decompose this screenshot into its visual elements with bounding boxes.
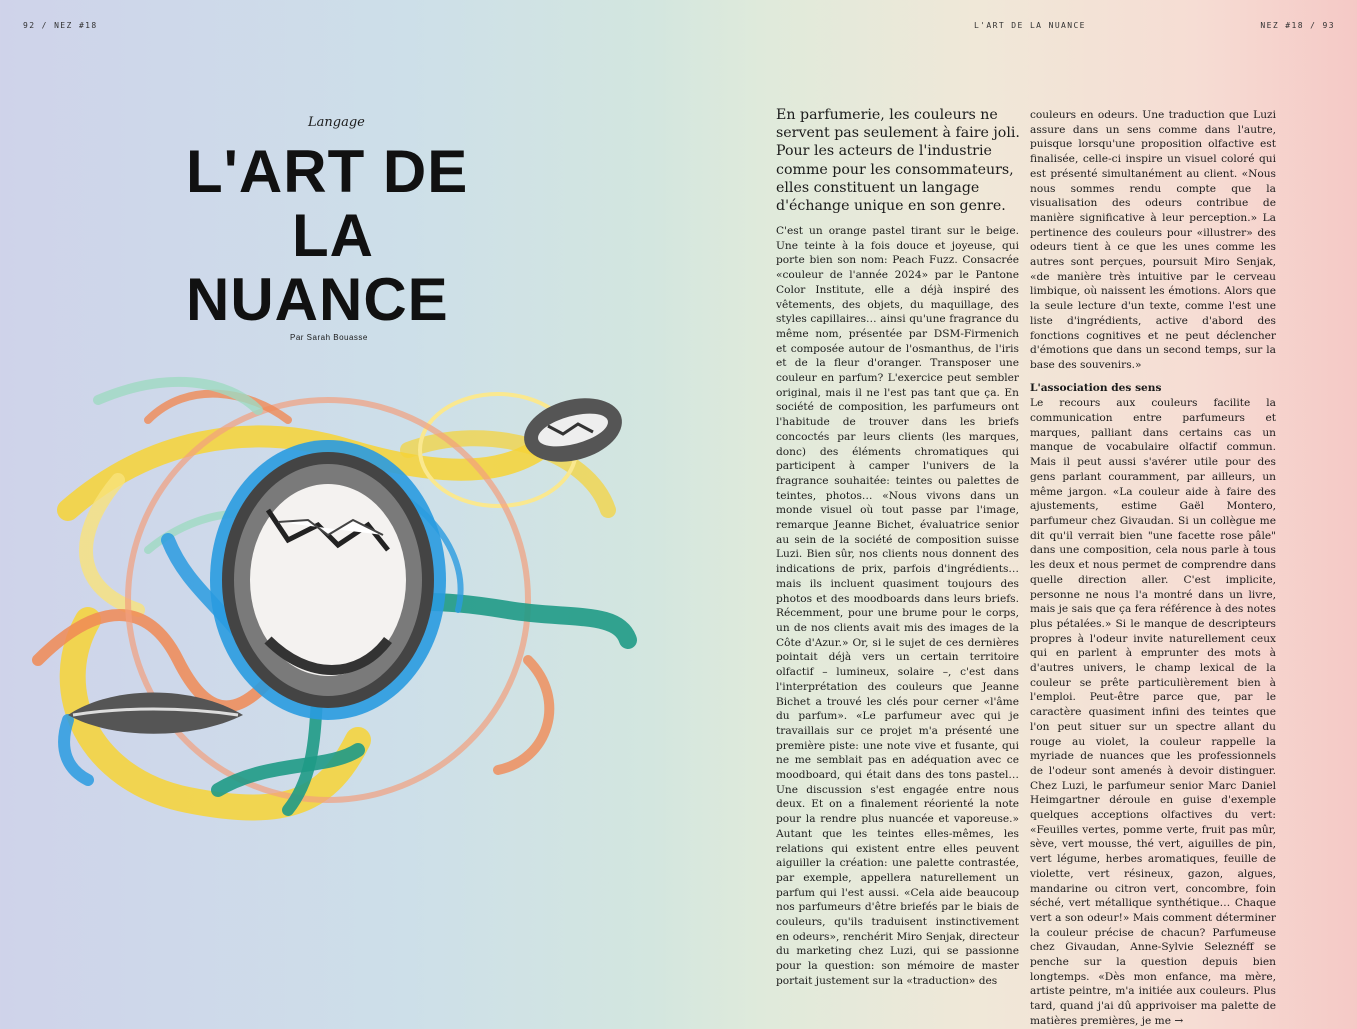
body-column-1 xyxy=(776,224,1019,989)
body-paragraph: C'est un orange pastel tirant sur le beige. Une teinte à la fois douce et joyeuse, qui porte bien son nom: Peach Fuzz. Consacrée «couleur de l'année 2024» par le Pantone Color Institute, elle a déjà inspiré des vêtements, des objets, du maquillage, des styles capillaires… ainsi qu'une fragrance du même nom, présentée par DSM-Firmenich et composée autour de l'osmanthus, de l'iris et de la fleur d'oranger. Transposer une couleur en parfum? L'exercice peut sembler original, mais il ne l'est pas tant que ça. En société de composition, les parfumeurs ont l'habitude de trouver dans les briefs concoctés par leurs clients (les marques, donc) des éléments chromatiques qui participent à camper l'univers de la fragrance souhaitée: teintes ou palettes de teintes, photos… «Nous vivons dans un monde visuel où tout passe par l'image, remarque Jeanne Bichet, évaluatrice senior au sein de la société de composition suisse Luzi. Bien sûr, nos clients nous donnent des indications de prix, parfois d'ingrédients… mais ils incluent quasiment toujours des photos et des moodboards dans leurs briefs. Récemment, pour une brume pour le corps, un de nos clients avait mis des images de la Côte d'Azur.» Or, si le sujet de ces dernières pointait déjà vers un certain territoire olfactif – lumineux, solaire –, c'est dans l'interprétation des couleurs que Jeanne Bichet a trouvé les clés pour cerner «l'âme du parfum». «Le parfumeur avec qui je travaillais sur ce projet m'a présenté une première piste: une note vive et fusante, qui ne me semblait pas en adéquation avec ce moodboard, qui était dans des tons pastel… Une discussion s'est engagée entre nous deux. Et on a finalement réorienté la note pour la rendre plus nuancée et vaporeuse.» Autant que les teintes elles-mêmes, les relations qui existent entre elles peuvent aiguiller la création: une palette contrastée, par exemple, appellera naturellement un parfum qui l'est aussi. «Cela aide beaucoup nos parfumeurs d'être briefés par le biais de couleurs, qu'ils traduisent instinctivement en odeurs», renchérit Miro Senjak, directeur du marketing chez Luzi, qui se passionne pour la question: son mémoire de master portait justement sur la «traduction» des xyxy=(776,225,1019,987)
mouths-illustration xyxy=(28,360,668,830)
body-paragraph: Le recours aux couleurs facilite la communication entre parfumeurs et marques, palliant dans certains cas un manque de vocabulaire olfactif commun. Mais il peut aussi s'avérer utile pour des gens parlant couramment, par ailleurs, un même jargon. «La couleur aide à faire des ajustements, estime Gaël Montero, parfumeur chez Givaudan. Si un collègue me dit qu'il verrait bien "une facette rose pâle" dans une composition, cela nous parle à tous les deux et nous permet de comprendre dans quelle direction aller. C'est implicite, personne ne nous l'a montré dans un livre, mais je sais que ça fera référence à des notes plus pétalées.» Si le manque de descripteurs propres à l'odeur invite naturellement ceux qui en parlent à emprunter des mots à d'autres univers, le champ lexical de la couleur se prête particulièrement bien à l'emploi. Peut-être parce que, par le caractère quasiment infini des teintes que l'on peut situer sur un spectre allant du rouge au violet, la couleur rappelle la myriade de nuances que les professionnels de l'odeur sont amenés à devoir distinguer. Chez Luzi, le parfumeur senior Marc Daniel Heimgartner déroule en guise d'exemple quelques acceptions olfactives du vert: «Feuilles vertes, pomme verte, fruit pas mûr, sève, vert mousse, thé vert, aiguilles de pin, vert légume, herbes aromatiques, feuille de violette, vert résineux, gazon, algues, mandarine ou citron vert, concombre, foin séché, vert métallique synthétique… Chaque vert a son odeur!» Mais comment déterminer la couleur précise de chacun? Parfumeuse chez Givaudan, Anne-Sylvie Seleznéff se penche sur la question depuis bien longtemps. «Dès mon enfance, ma mère, artiste peintre, m'a initiée aux couleurs. Plus tard, quand j'ai dû apprivoiser ma palette de matières premières, je me → xyxy=(1030,397,1276,1027)
page-folio-right: NEZ #18 / 93 xyxy=(1260,21,1335,30)
lede-paragraph: En parfumerie, les couleurs ne servent pas seulement à faire joli. Pour les acteurs de l'industrie comme pour les consommateurs, elles constituent un langage d'échange unique en son genre. xyxy=(776,107,1020,215)
title-line-2: LA xyxy=(292,202,374,269)
article-title xyxy=(186,140,486,332)
body-paragraph: couleurs en odeurs. Une traduction que Luzi assure dans un sens comme dans l'autre, puisque lorsqu'une proposition olfactive est finalisée, celle-ci inspire un visuel coloré qui est présenté simultanément au client. «Nous nous sommes rendu compte que la visualisation des odeurs contribue de manière significative à leur perception.» La pertinence des couleurs pour «illustrer» des odeurs tient à ce que les unes comme les autres sont perçues, poursuit Miro Senjak, «de manière très intuitive par le cerveau limbique, où naissent les émotions. Alors que la seule lecture d'un texte, comme l'est une liste d'ingrédients, active d'abord des fonctions cognitives et ne peut déclencher d'émotions que dans un second temps, sur la base des souvenirs.» xyxy=(1030,109,1276,371)
section-kicker: Langage xyxy=(308,115,365,130)
title-line-3: NUANCE xyxy=(186,266,449,333)
page-folio-left: 92 / NEZ #18 xyxy=(23,21,98,30)
byline: Par Sarah Bouasse xyxy=(290,333,368,342)
subhead: L'association des sens xyxy=(1030,381,1162,394)
running-header: L'ART DE LA NUANCE xyxy=(974,21,1086,30)
body-column-2 xyxy=(1030,108,1276,1029)
title-line-1: L'ART DE xyxy=(186,138,469,205)
